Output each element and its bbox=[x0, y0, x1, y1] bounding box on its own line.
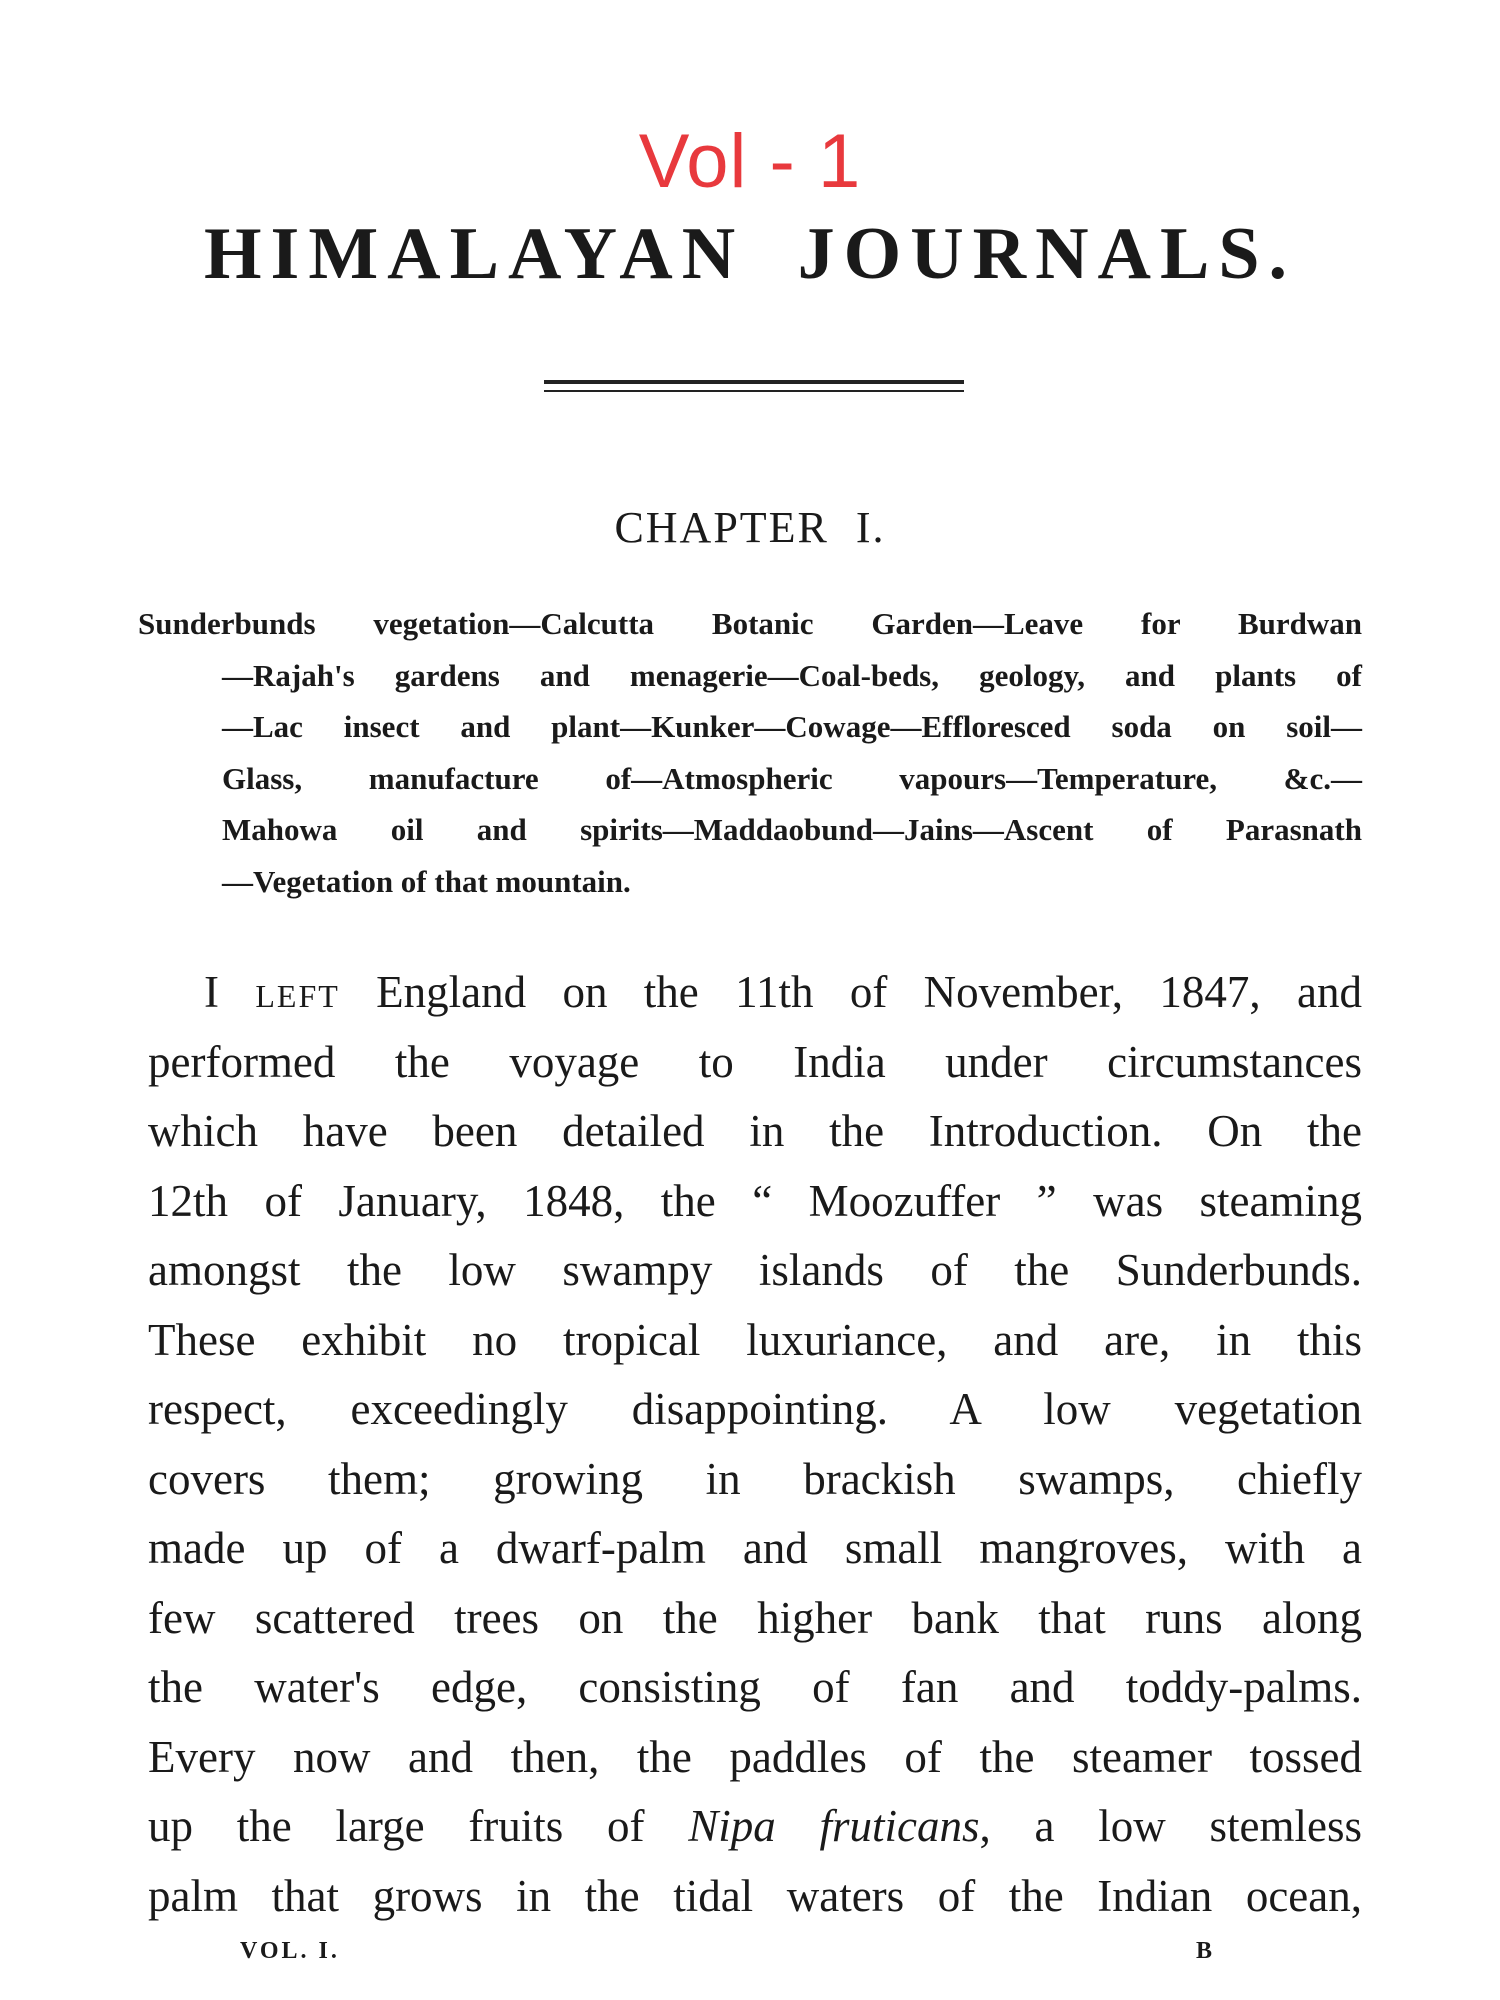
body-line: 12th of January, 1848, the “ Moozuffer ” was steaming bbox=[148, 1175, 1362, 1226]
title-rule-thick bbox=[544, 380, 964, 384]
synopsis-line: —Lac insect and plant—Kunker—Cowage—Effloresced soda on soil— bbox=[222, 709, 1362, 744]
body-text bbox=[148, 958, 1362, 1931]
body-line: palm that grows in the tidal waters of the Indian ocean, bbox=[148, 1870, 1362, 1921]
synopsis-line: Mahowa oil and spirits—Maddaobund—Jains—Ascent of Parasnath bbox=[222, 812, 1362, 847]
synopsis-line: —Rajah's gardens and menagerie—Coal-beds, geology, and plants of bbox=[222, 657, 1362, 693]
body-line: performed the voyage to India under circumstances bbox=[148, 1036, 1362, 1087]
body-line: the water's edge, consisting of fan and toddy-palms. bbox=[148, 1662, 1362, 1712]
opening-smallcaps: left bbox=[255, 967, 340, 1017]
book-title: HIMALAYAN JOURNALS. bbox=[203, 213, 1296, 295]
body-line: amongst the low swampy islands of the Sunderbunds. bbox=[148, 1245, 1362, 1295]
body-line: which have been detailed in the Introduction. On the bbox=[148, 1106, 1362, 1156]
volume-label: Vol - 1 bbox=[638, 119, 862, 204]
synopsis-line: Glass, manufacture of—Atmospheric vapours—Temperature, &c.— bbox=[222, 760, 1362, 796]
species-name: Nipa fruticans bbox=[688, 1801, 980, 1851]
body-line: These exhibit no tropical luxuriance, and are, in this bbox=[148, 1314, 1362, 1365]
body-line: respect, exceedingly disappointing. A low vegetation bbox=[148, 1384, 1362, 1434]
body-line: few scattered trees on the higher bank that runs along bbox=[148, 1592, 1362, 1643]
body-line-text: , a low stemless bbox=[979, 1801, 1362, 1851]
body-line bbox=[148, 1792, 1362, 1862]
body-line-text: England on the 11th of November, 1847, and bbox=[339, 967, 1362, 1017]
body-line: Every now and then, the paddles of the steamer tossed bbox=[148, 1731, 1362, 1782]
footer-signature-mark: B bbox=[1196, 1938, 1213, 1964]
synopsis-line: Sunderbunds vegetation—Calcutta Botanic Garden—Leave for Burdwan bbox=[138, 606, 1362, 641]
body-line-text: up the large fruits of bbox=[148, 1801, 689, 1851]
chapter-synopsis bbox=[138, 598, 1362, 907]
body-line: made up of a dwarf-palm and small mangroves, with a bbox=[148, 1523, 1362, 1573]
opening-word: I bbox=[204, 967, 256, 1017]
body-line: covers them; growing in brackish swamps, chiefly bbox=[148, 1453, 1362, 1504]
title-rule-thin bbox=[544, 390, 964, 392]
synopsis-line: —Vegetation of that mountain. bbox=[222, 863, 631, 899]
chapter-heading: CHAPTER I. bbox=[614, 503, 886, 552]
footer-volume-signature: VOL. I. bbox=[240, 1938, 340, 1964]
body-line bbox=[148, 958, 1362, 1028]
